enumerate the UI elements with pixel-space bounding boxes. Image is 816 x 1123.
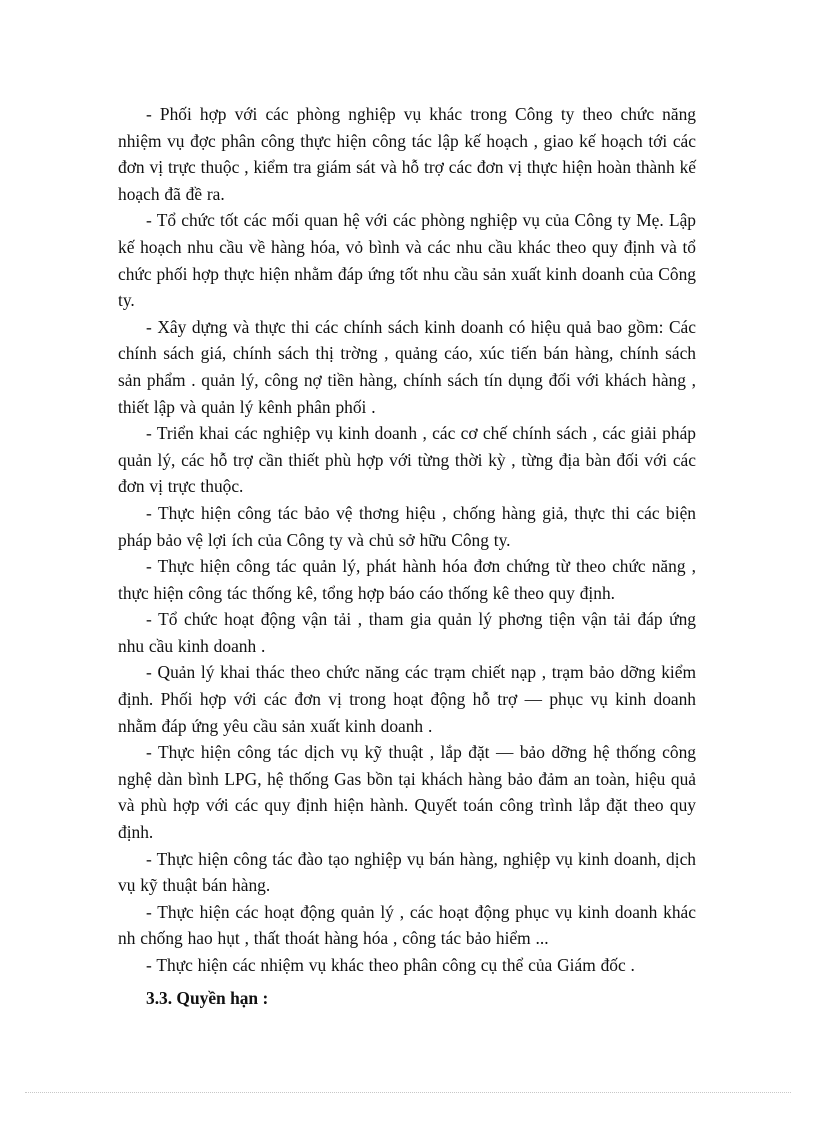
paragraph-3: - Xây dựng và thực thi các chính sách kinh doanh có hiệu quả bao gồm: Các chính sách giá, chính sách thị trờng , quảng cáo, xúc tiến bán hàng, chính sách sản phẩm . quản lý, công nợ tiền hàng, chính sách tín dụng đối với khách hàng , thiết lập và quản lý kênh phân phối . (118, 316, 696, 417)
paragraph-5: - Thực hiện công tác bảo vệ thơng hiệu , chống hàng giả, thực thi các biện pháp bảo vệ lợi ích của Công ty và chủ sở hữu Công ty. (118, 502, 696, 550)
paragraph-8: - Quản lý khai thác theo chức năng các trạm chiết nạp , trạm bảo dỡng kiểm định. Phối hợp với các đơn vị trong hoạt động hỗ trợ — phục vụ kinh doanh nhằm đáp ứng yêu cầu sản xuất kinh doanh . (118, 662, 696, 736)
paragraph-1: - Phối hợp với các phòng nghiệp vụ khác trong Công ty theo chức năng nhiệm vụ đợc phân công thực hiện công tác lập kế hoạch , giao kế hoạch tới các đơn vị trực thuộc , kiểm tra giám sát và hỗ trợ các đơn vị thực hiện hoàn thành kế hoạch đã đề ra. (118, 104, 696, 204)
section-heading: 3.3. Quyền hạn : (146, 987, 269, 1008)
paragraph-12: - Thực hiện các nhiệm vụ khác theo phân công cụ thể của Giám đốc . (146, 955, 635, 975)
paragraph-4: - Triển khai các nghiệp vụ kinh doanh , các cơ chế chính sách , các giải pháp quản lý, các hỗ trợ cần thiết phù hợp với từng thời kỳ , từng địa bàn đối với các đơn vị trực thuộc. (118, 423, 696, 497)
paragraph-11: - Thực hiện các hoạt động quản lý , các hoạt động phục vụ kinh doanh khác nh chống hao hụt , thất thoát hàng hóa , công tác bảo hiểm ... (118, 901, 696, 949)
paragraph-10: - Thực hiện công tác đào tạo nghiệp vụ bán hàng, nghiệp vụ kinh doanh, dịch vụ kỹ thuật bán hàng. (118, 848, 696, 896)
paragraph-6: - Thực hiện công tác quản lý, phát hành hóa đơn chứng từ theo chức năng , thực hiện công tác thống kê, tổng hợp báo cáo thống kê theo quy định. (118, 556, 696, 603)
page-bottom-divider (25, 1092, 791, 1093)
paragraph-2: - Tổ chức tốt các mối quan hệ với các phòng nghiệp vụ của Công ty Mẹ. Lập kế hoạch nhu cầu về hàng hóa, vỏ bình và các nhu cầu khác theo quy định và tổ chức phối hợp thực hiện nhằm đáp ứng tốt nhu cầu sản xuất kinh doanh của Công ty. (118, 210, 696, 311)
paragraph-7: - Tổ chức hoạt động vận tải , tham gia quản lý phơng tiện vận tải đáp ứng nhu cầu kinh doanh . (118, 609, 696, 656)
document-page (118, 101, 696, 1011)
paragraph-9: - Thực hiện công tác dịch vụ kỹ thuật , lắp đặt — bảo dỡng hệ thống công nghệ dàn bình LPG, hệ thống Gas bồn tại khách hàng bảo đảm an toàn, hiệu quả và phù hợp với các quy định hiện hành. Quyết toán công trình lắp đặt theo quy định. (118, 742, 696, 843)
